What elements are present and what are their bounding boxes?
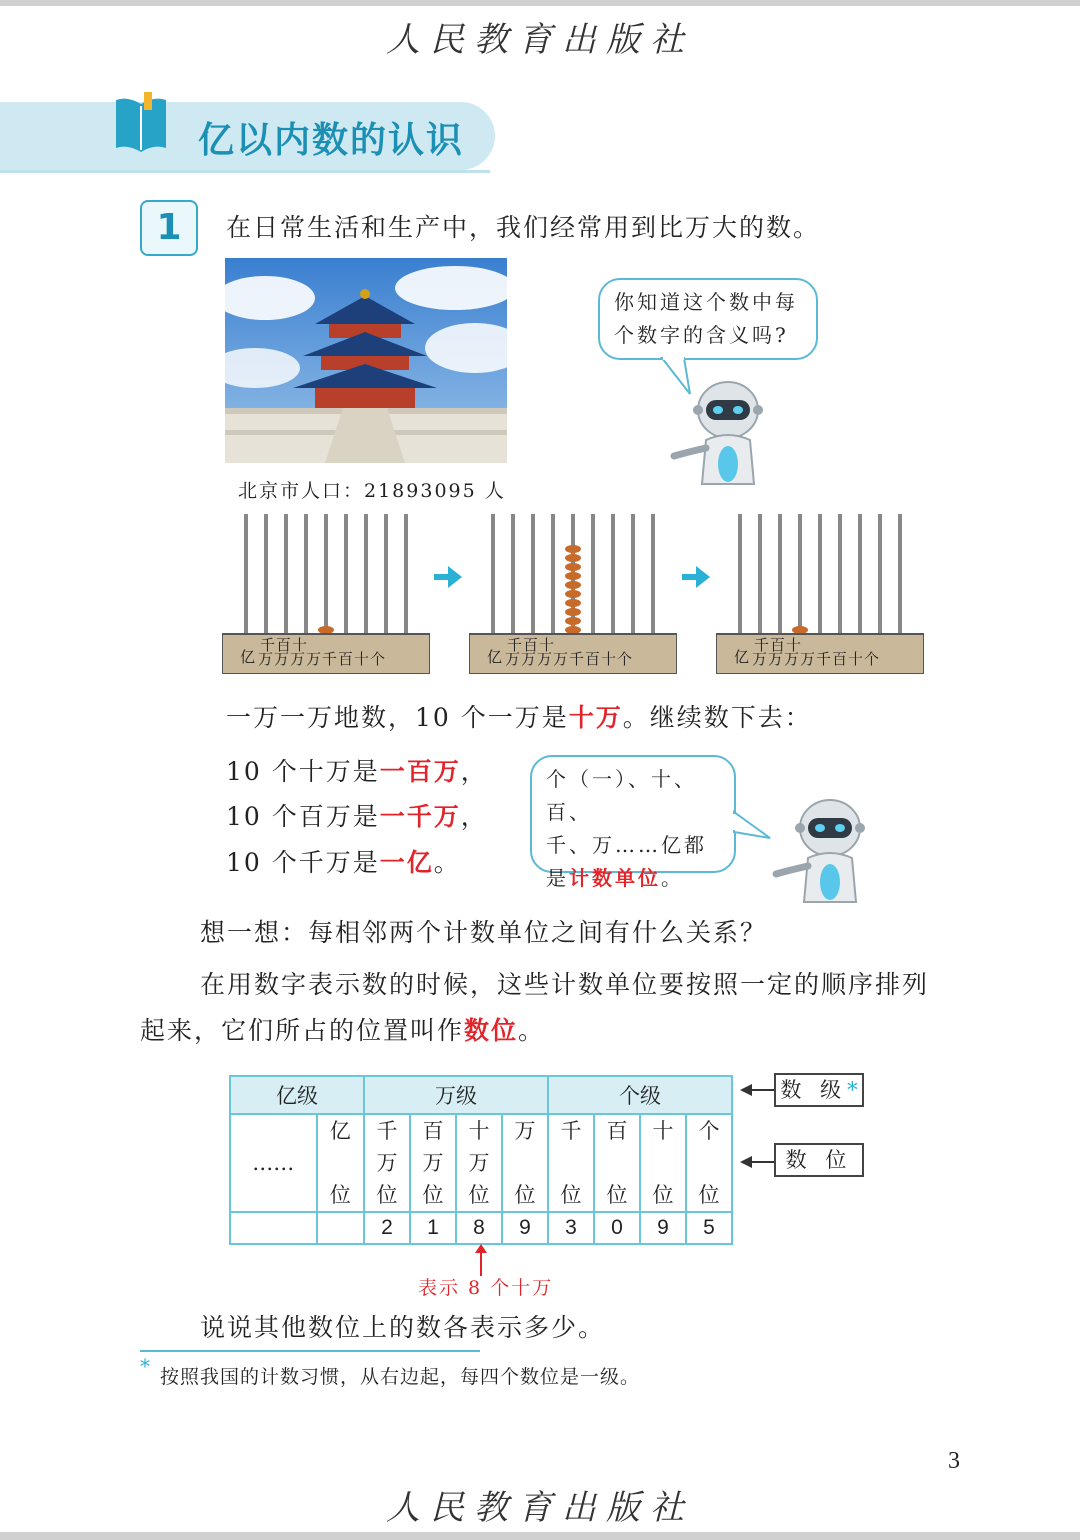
abacus-1-bottom-label: 万万万万千百十个 — [258, 650, 387, 668]
digit-cell: 1 — [410, 1212, 456, 1244]
footnote-divider — [140, 1350, 480, 1352]
temple-of-heaven-photo — [225, 258, 507, 463]
speech-bubble-question — [598, 278, 818, 360]
level-yi: 亿级 — [230, 1076, 364, 1114]
count-item-2 — [226, 797, 488, 833]
place-char — [503, 1147, 547, 1179]
bubble-line — [546, 862, 734, 895]
arrow-head-icon — [740, 1155, 752, 1169]
count-item-text: 10 个十万是 — [226, 757, 380, 786]
place-char: 位 — [422, 1183, 444, 1207]
up-arrow-icon — [474, 1244, 488, 1276]
place-char: 十 — [652, 1119, 674, 1143]
place-cell — [456, 1114, 502, 1212]
place-char — [549, 1147, 593, 1179]
abacus-3-top-label: 千百十 — [754, 636, 803, 654]
digit-cell: 3 — [548, 1212, 594, 1244]
robot-icon — [668, 378, 768, 486]
place-cell — [502, 1114, 548, 1212]
publisher-footer: 人民教育出版社 — [386, 1488, 694, 1528]
place-cell — [317, 1114, 364, 1212]
abacus-2-yi-label: 亿 — [487, 648, 504, 666]
section-title: 亿以内数的认识 — [198, 120, 465, 161]
abacus-3-yi-label: 亿 — [734, 648, 751, 666]
digit-cell: 5 — [686, 1212, 732, 1244]
abacus-1-top-label: 千百十 — [260, 636, 309, 654]
place-char: 万 — [422, 1151, 444, 1175]
bubble-line: 千、万……亿都 — [546, 833, 707, 857]
abacus-3-bottom-label: 万万万万千百十个 — [752, 650, 881, 668]
digit-cell: 0 — [594, 1212, 640, 1244]
banner-underline — [0, 170, 490, 173]
abacus-1-yi-label: 亿 — [240, 648, 257, 666]
discussion-prompt: 说说其他数位上的数各表示多少。 — [200, 1313, 606, 1342]
place-char: 万 — [514, 1119, 536, 1143]
place-char: 位 — [652, 1183, 674, 1207]
right-arrow-icon — [682, 566, 710, 588]
place-cell — [548, 1114, 594, 1212]
place-value-table — [229, 1075, 733, 1245]
place-char: 千 — [560, 1119, 582, 1143]
footnote-star: * — [140, 1354, 152, 1378]
count-line — [226, 698, 812, 734]
place-char: 位 — [606, 1183, 628, 1207]
place-char — [687, 1147, 731, 1179]
place-char: 百 — [422, 1119, 444, 1143]
count-item-highlight: 一千万 — [379, 802, 461, 831]
place-char: 位 — [329, 1183, 351, 1207]
bubble-highlight: 计数单位 — [569, 866, 661, 890]
paragraph-end: 。 — [518, 1016, 546, 1045]
publisher-header: 人民教育出版社 — [386, 20, 694, 60]
level-label-box — [774, 1073, 864, 1107]
count-item-text: 10 个百万是 — [226, 802, 380, 831]
place-char: 个 — [698, 1119, 720, 1143]
think-question: 想一想：每相邻两个计数单位之间有什么关系？ — [200, 918, 768, 947]
count-item-end: ， — [460, 757, 488, 786]
place-label-box: 数 位 — [774, 1143, 864, 1177]
place-char: 位 — [376, 1183, 398, 1207]
count-line-highlight: 十万 — [568, 703, 623, 732]
level-wan: 万级 — [364, 1076, 548, 1114]
place-char — [641, 1147, 685, 1179]
arrow-head-icon — [740, 1083, 752, 1097]
bubble-line: 个（一）、十、百、 — [546, 767, 697, 824]
place-char — [595, 1147, 639, 1179]
count-line-end: 。继续数下去： — [622, 703, 812, 732]
count-item-text: 10 个千万是 — [226, 848, 380, 877]
digit-cell: 9 — [502, 1212, 548, 1244]
paragraph-text: 起来，它们所占的位置叫作 — [140, 1016, 465, 1045]
speech-bubble-units — [530, 755, 736, 890]
top-border — [0, 0, 1080, 6]
place-cell — [364, 1114, 410, 1212]
place-char: 位 — [560, 1183, 582, 1207]
digit-cell — [317, 1212, 364, 1244]
bubble-text-end: 。 — [661, 866, 684, 890]
count-item-3 — [226, 843, 461, 879]
place-char: 位 — [698, 1183, 720, 1207]
digit-cell: 2 — [364, 1212, 410, 1244]
place-char: 十 — [468, 1119, 490, 1143]
abacus-2-bottom-label: 万万万万千百十个 — [505, 650, 634, 668]
photo-caption: 北京市人口：21893095 人 — [238, 480, 506, 502]
table-place-row — [230, 1114, 732, 1212]
ellipsis-cell: …… — [230, 1114, 317, 1212]
robot-icon — [770, 796, 870, 904]
bottom-border — [0, 1532, 1080, 1540]
digit-cell: 8 — [456, 1212, 502, 1244]
place-char: 万 — [376, 1151, 398, 1175]
place-cell — [686, 1114, 732, 1212]
right-arrow-icon — [434, 566, 462, 588]
paragraph-highlight: 数位 — [464, 1016, 519, 1045]
book-icon — [114, 92, 168, 154]
level-ge: 个级 — [548, 1076, 732, 1114]
paragraph-line-2 — [140, 1011, 545, 1047]
count-line-text: 一万一万地数，10 个一万是 — [226, 703, 569, 732]
digit-cell: 9 — [640, 1212, 686, 1244]
place-char: 百 — [606, 1119, 628, 1143]
bubble-line: 个数字的含义吗? — [614, 323, 789, 347]
paragraph-line-1: 在用数字表示数的时候，这些计数单位要按照一定的顺序排列 — [200, 970, 930, 999]
bubble-line: 你知道这个数中每 — [614, 290, 798, 314]
table-level-row — [230, 1076, 732, 1114]
place-cell — [410, 1114, 456, 1212]
place-char — [318, 1147, 363, 1179]
place-char: 千 — [376, 1119, 398, 1143]
count-item-highlight: 一百万 — [379, 757, 461, 786]
level-label: 数 级 — [780, 1078, 848, 1102]
place-char: 亿 — [329, 1119, 351, 1143]
intro-text: 在日常生活和生产中，我们经常用到比万大的数。 — [226, 213, 821, 242]
abacus-2-top-label: 千百十 — [507, 636, 556, 654]
place-char: 位 — [514, 1183, 536, 1207]
level-label-star: * — [847, 1078, 858, 1102]
footnote-text: 按照我国的计数习惯，从右边起，每四个数位是一级。 — [160, 1366, 641, 1388]
annotation-text: 表示 8 个十万 — [418, 1277, 554, 1299]
bubble-text: 是 — [546, 866, 569, 890]
place-cell — [594, 1114, 640, 1212]
count-item-end: 。 — [433, 848, 461, 877]
count-item-1 — [226, 752, 488, 788]
table-digit-row — [230, 1212, 732, 1244]
digit-cell-empty — [230, 1212, 317, 1244]
count-item-end: ， — [460, 802, 488, 831]
place-char: 万 — [468, 1151, 490, 1175]
place-cell — [640, 1114, 686, 1212]
place-char: 位 — [468, 1183, 490, 1207]
page-number: 3 — [948, 1448, 960, 1474]
count-item-highlight: 一亿 — [379, 848, 434, 877]
example-number-badge: 1 — [140, 200, 198, 256]
bubble-tail — [732, 808, 772, 842]
